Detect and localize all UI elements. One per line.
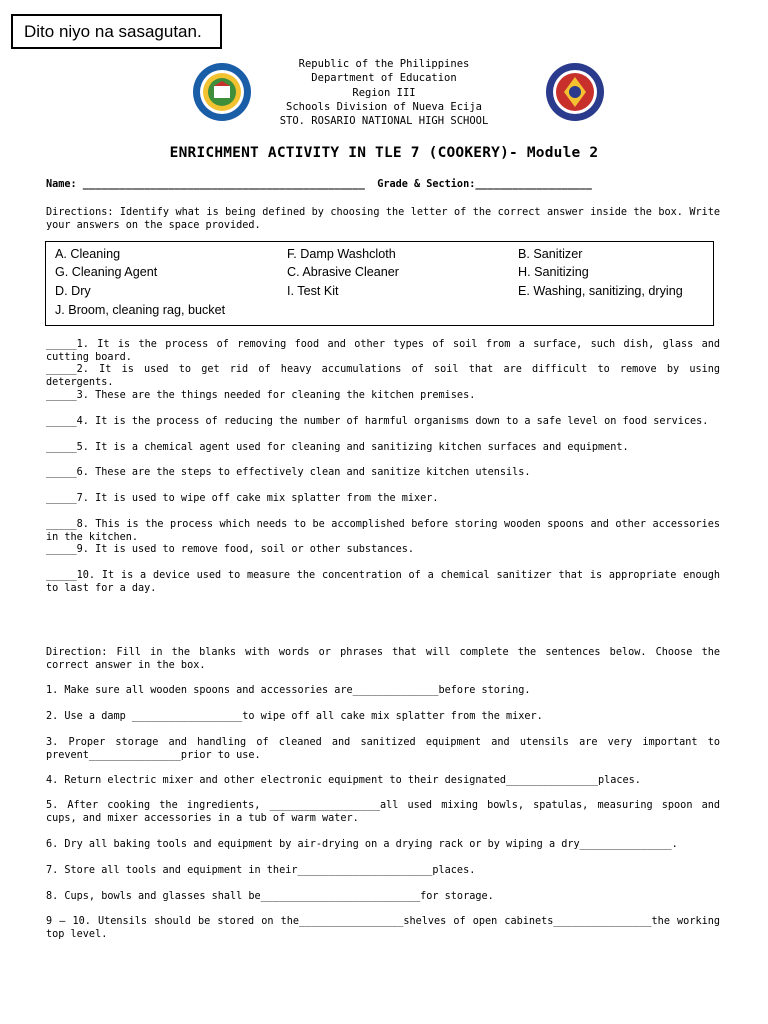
part1-item-3[interactable]: _____3. These are the things needed for cleaning the kitchen premises. xyxy=(46,390,476,401)
choice-a: A. Cleaning xyxy=(55,247,121,261)
header-line-republic: Republic of the Philippines xyxy=(298,58,470,70)
part1-item-7[interactable]: _____7. It is used to wipe off cake mix splatter from the mixer. xyxy=(46,493,439,504)
part2-item-8[interactable]: 8. Cups, bowls and glasses shall be__________________________for storage. xyxy=(46,891,494,902)
name-grade-section-line[interactable]: Name: ______________________________________________ Grade & Section:___________________ xyxy=(46,179,592,190)
header-line-school: STO. ROSARIO NATIONAL HIGH SCHOOL xyxy=(279,115,489,128)
part2-item-5[interactable]: 5. After cooking the ingredients, __________________all used mixing bowls, spatulas, measuring spoon and cups, and mixer accessories in a tub of warm water. xyxy=(46,800,720,824)
choice-j: J. Broom, cleaning rag, bucket xyxy=(55,303,226,317)
activity-title: ENRICHMENT ACTIVITY IN TLE 7 (COOKERY)- Module 2 xyxy=(169,145,599,161)
part1-item-8[interactable]: _____8. This is the process which needs to be accomplished before storing wooden spoons and other accessories in the kitchen. xyxy=(46,519,720,543)
choice-f: F. Damp Washcloth xyxy=(287,247,396,261)
choice-i: I. Test Kit xyxy=(287,284,339,298)
part1-item-9[interactable]: _____9. It is used to remove food, soil or other substances. xyxy=(46,544,415,555)
part2-item-7[interactable]: 7. Store all tools and equipment in their______________________places. xyxy=(46,865,476,876)
part2-item-1[interactable]: 1. Make sure all wooden spoons and accessories are______________before storing. xyxy=(46,685,531,696)
choice-g: G. Cleaning Agent xyxy=(55,265,158,279)
part1-item-6[interactable]: _____6. These are the steps to effectively clean and sanitize kitchen utensils. xyxy=(46,467,531,478)
choice-c: C. Abrasive Cleaner xyxy=(287,265,399,279)
answer-here-label: Dito niyo na sasagutan. xyxy=(11,14,222,49)
part2-item-9-10[interactable]: 9 – 10. Utensils should be stored on the_________________shelves of open cabinets________________the working top level. xyxy=(46,916,720,940)
school-header xyxy=(0,57,768,128)
directions-part2: Direction: Fill in the blanks with words or phrases that will complete the sentences below. Choose the correct answer in the box. xyxy=(46,647,720,671)
part1-item-2[interactable]: _____2. It is used to get rid of heavy accumulations of soil that are difficult to remove by using detergents. xyxy=(46,364,720,388)
choice-e: E. Washing, sanitizing, drying xyxy=(518,284,683,298)
choice-d: D. Dry xyxy=(55,284,91,298)
part1-item-10[interactable]: _____10. It is a device used to measure the concentration of a chemical sanitizer that is appropriate enough to last for a day. xyxy=(46,570,720,594)
directions-part1: Directions: Identify what is being defined by choosing the letter of the correct answer inside the box. Write your answers on the space provided. xyxy=(46,207,720,231)
part1-item-4[interactable]: _____4. It is the process of reducing the number of harmful organisms down to a safe level on food services. xyxy=(46,416,709,427)
part2-item-3[interactable]: 3. Proper storage and handling of cleaned and sanitized equipment and utensils are very important to prevent_______________prior to use. xyxy=(46,737,720,761)
part1-item-5[interactable]: _____5. It is a chemical agent used for cleaning and sanitizing kitchen surfaces and equipment. xyxy=(46,442,629,453)
header-line-division: Schools Division of Nueva Ecija xyxy=(286,100,482,113)
header-line-region: Region III xyxy=(352,86,416,99)
header-line-department: Department of Education xyxy=(311,72,457,85)
choice-b: B. Sanitizer xyxy=(518,247,583,261)
choice-h: H. Sanitizing xyxy=(518,265,589,279)
part2-item-6[interactable]: 6. Dry all baking tools and equipment by air-drying on a drying rack or by wiping a dry_______________. xyxy=(46,839,678,850)
part1-item-1[interactable]: _____1. It is the process of removing food and other types of soil from a surface, such dish, glass and cutting board. xyxy=(46,339,720,363)
choices-box xyxy=(45,241,714,326)
part2-item-2[interactable]: 2. Use a damp __________________to wipe off all cake mix splatter from the mixer. xyxy=(46,711,543,722)
part2-item-4[interactable]: 4. Return electric mixer and other electronic equipment to their designated_______________places. xyxy=(46,775,641,786)
